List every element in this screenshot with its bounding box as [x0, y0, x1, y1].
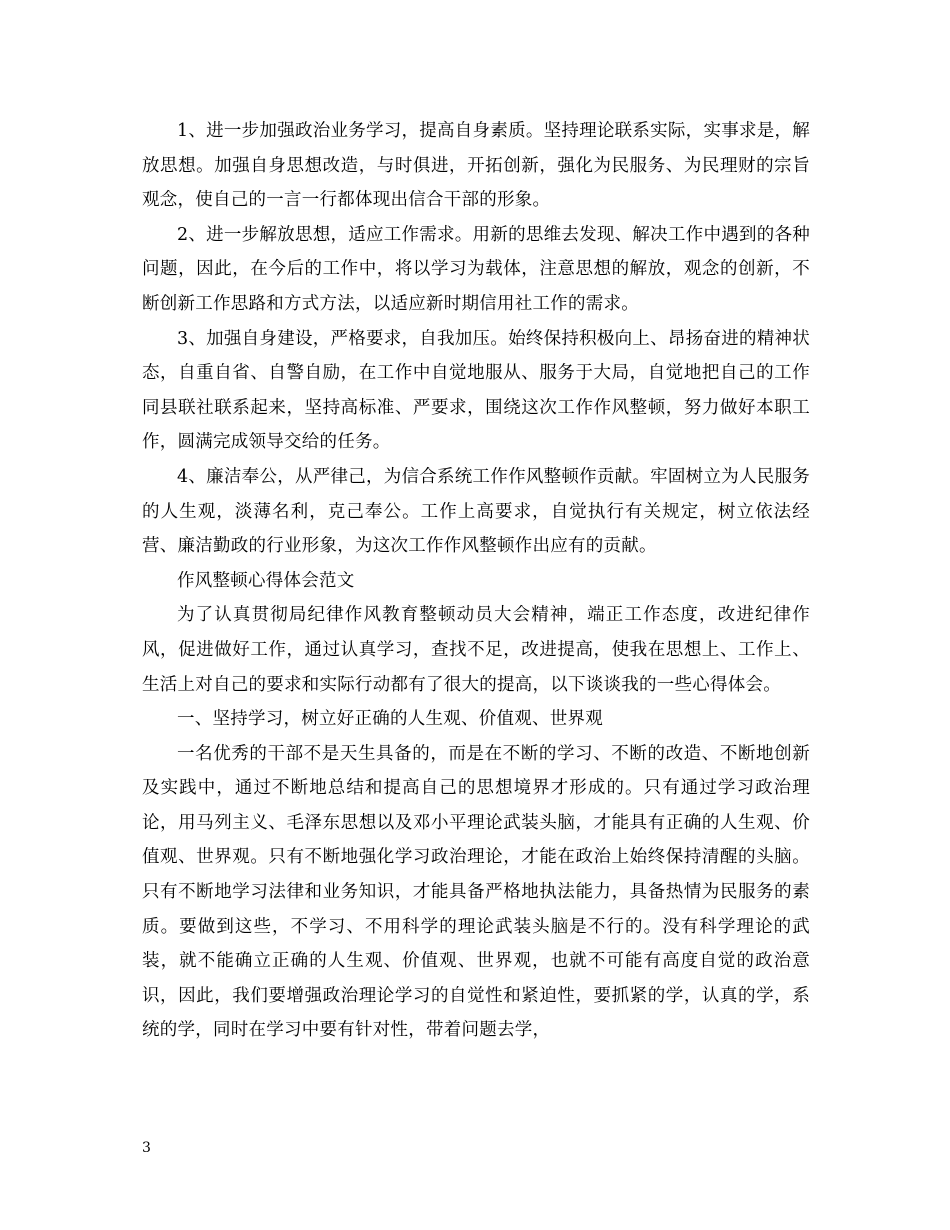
section-title: 作风整顿心得体会范文	[177, 570, 355, 591]
page-number: 3	[142, 1140, 151, 1156]
paragraph-1: 1、进一步加强政治业务学习，提高自身素质。坚持理论联系实际，实事求是，解放思想。加强自身思想改造，与时俱进，开拓创新，强化为民服务、为民理财的宗旨观念，使自己的一言一行都体现出信合干部的形象。	[142, 121, 810, 211]
paragraph-study: 一名优秀的干部不是天生具备的，而是在不断的学习、不断的改造、不断地创新及实践中，通过不断地总结和提高自己的思想境界才形成的。只有通过学习政治理论，用马列主义、毛泽东思想以及邓小平理论武装头脑，才能具有正确的人生观、价值观、世界观。只有不断地强化学习政治理论，才能在政治上始终保持清醒的头脑。只有不断地学习法律和业务知识，才能具备严格地执法能力，具备热情为民服务的素质。要做到这些，不学习、不用科学的理论武装头脑是不行的。没有科学理论的武装，就不能确立正确的人生观、价值观、世界观，也就不可能有高度自觉的政治意识，因此，我们要增强政治理论学习的自觉性和紧迫性，要抓紧的学，认真的学，系统的学，同时在学习中要有针对性，带着问题去学，	[142, 743, 810, 1041]
paragraph-4: 4、廉洁奉公，从严律己，为信合系统工作作风整顿作贡献。牢固树立为人民服务的人生观，淡薄名利，克己奉公。工作上高要求，自觉执行有关规定，树立依法经营、廉洁勤政的行业形象，为这次工作作风整顿作出应有的贡献。	[142, 466, 810, 557]
section-heading-1: 一、坚持学习，树立好正确的人生观、价值观、世界观	[177, 709, 603, 730]
paragraph-2: 2、进一步解放思想，适应工作需求。用新的思维去发现、解决工作中遇到的各种问题，因此，在今后的工作中，将以学习为载体，注意思想的解放，观念的创新，不断创新工作思路和方式方法，以适应新时期信用社工作的需求。	[142, 224, 810, 314]
paragraph-intro: 为了认真贯彻局纪律作风教育整顿动员大会精神，端正工作态度，改进纪律作风，促进做好工作，通过认真学习，查找不足，改进提高，使我在思想上、工作上、生活上对自己的要求和实际行动都有了很大的提高，以下谈谈我的一些心得体会。	[142, 605, 810, 695]
document-body	[142, 114, 810, 1048]
paragraph-3: 3、加强自身建设，严格要求，自我加压。始终保持积极向上、昂扬奋进的精神状态，自重自省、自警自励，在工作中自觉地服从、服务于大局，自觉地把自己的工作同县联社联系起来，坚持高标准、严要求，围绕这次工作作风整顿，努力做好本职工作，圆满完成领导交给的任务。	[142, 328, 810, 453]
